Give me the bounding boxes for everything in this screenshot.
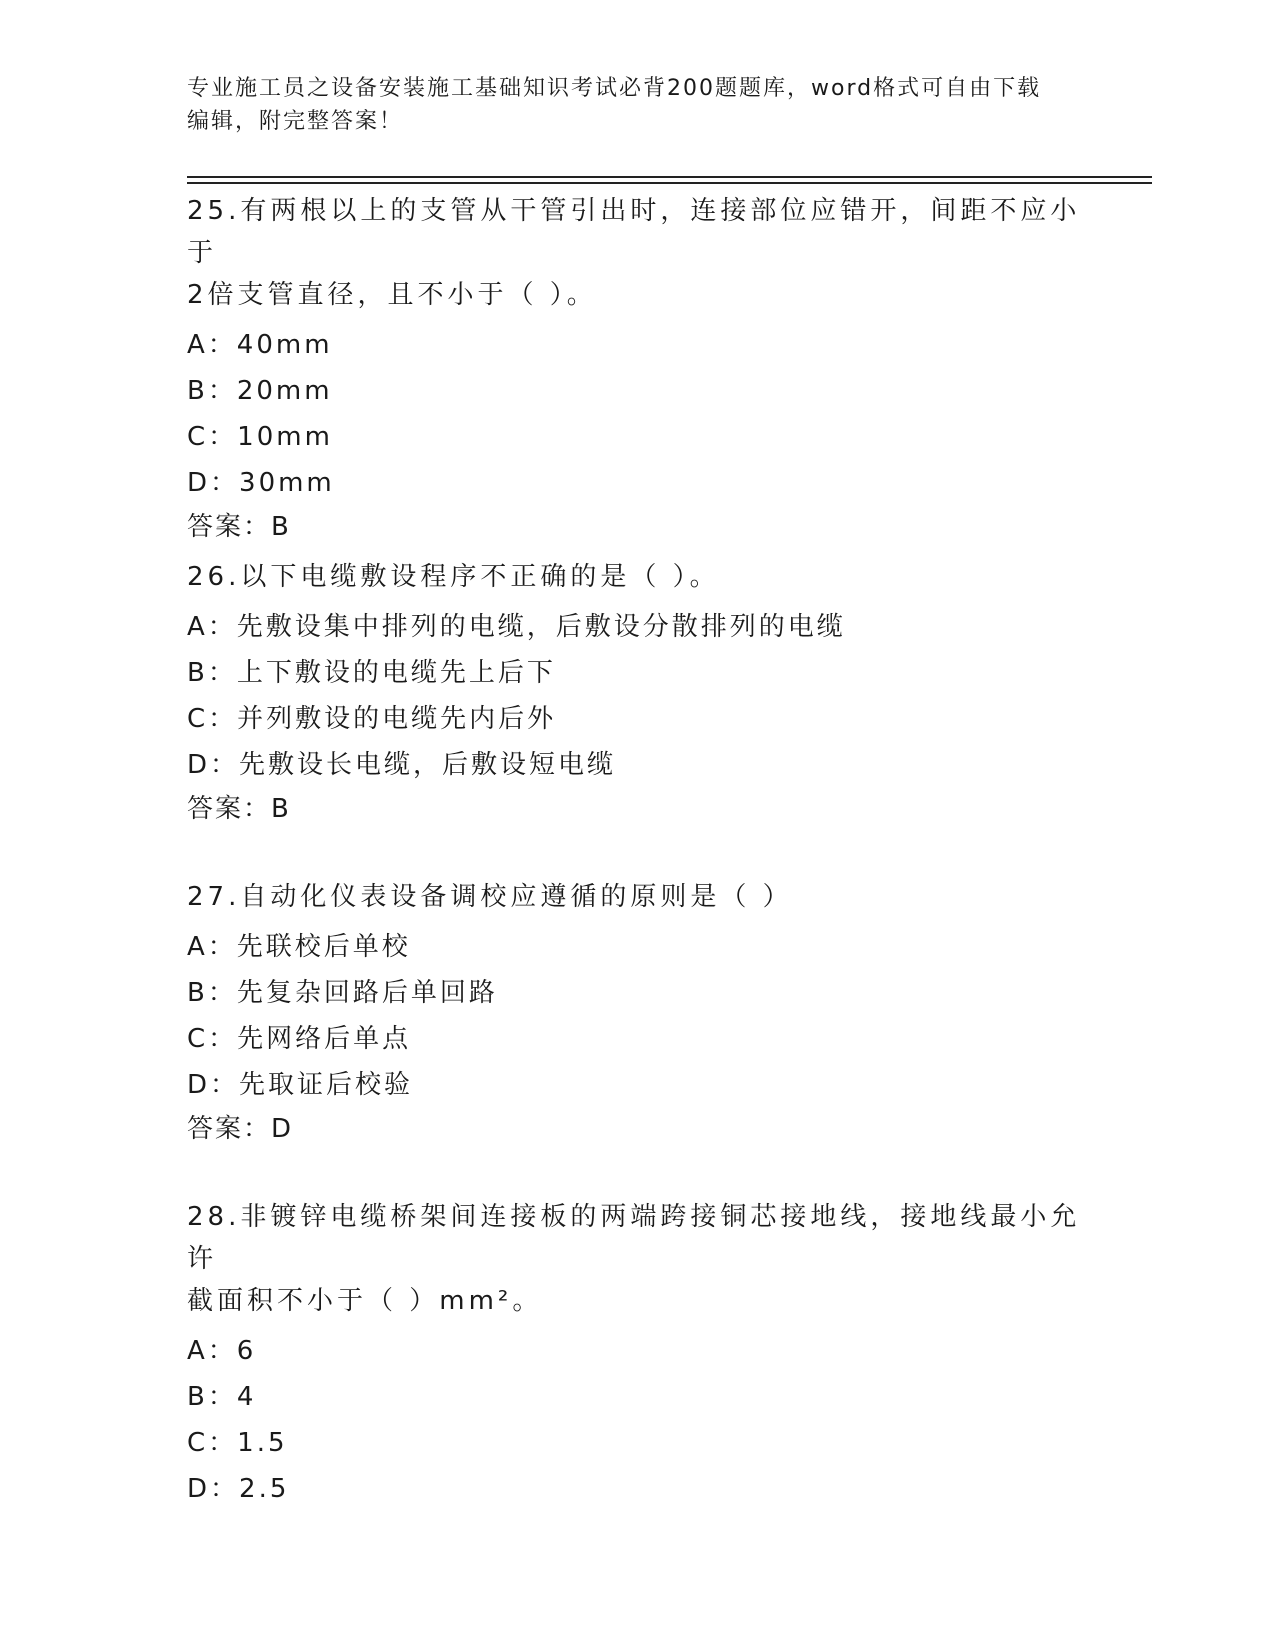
- option-d: D：先取证后校验: [187, 1070, 414, 1100]
- option-c: C：10mm: [187, 422, 333, 452]
- option-a: A：40mm: [187, 330, 333, 360]
- option-d: D：30mm: [187, 468, 335, 498]
- question-25: [187, 190, 1087, 542]
- option-c: C：1.5: [187, 1428, 288, 1458]
- option-b: B：先复杂回路后单回路: [187, 978, 498, 1008]
- option-a: A：先敷设集中排列的电缆，后敷设分散排列的电缆: [187, 612, 846, 642]
- option-c: C：并列敷设的电缆先内后外: [187, 704, 557, 734]
- option-a: A：6: [187, 1336, 257, 1366]
- question-26: [187, 556, 1087, 824]
- option-d: D：先敷设长电缆，后敷设短电缆: [187, 750, 617, 780]
- question-stem-line-1: 25.有两根以上的支管从干管引出时，连接部位应错开，间距不应小于: [187, 196, 1081, 268]
- answer: 答案：D: [187, 1114, 294, 1144]
- question-stem-line-1: 26.以下电缆敷设程序不正确的是（ ）。: [187, 562, 720, 592]
- question-stem-line-2: 截面积不小于（ ）mm²。: [187, 1286, 543, 1316]
- header-line-1: 专业施工员之设备安装施工基础知识考试必背200题题库，word格式可自由下载: [187, 76, 1042, 101]
- header-line-2: 编辑，附完整答案！: [187, 109, 404, 134]
- option-b: B：20mm: [187, 376, 333, 406]
- answer: 答案：B: [187, 512, 291, 542]
- option-a: A：先联校后单校: [187, 932, 411, 962]
- header-divider-bottom: [187, 182, 1152, 184]
- question-stem-line-1: 27.自动化仪表设备调校应遵循的原则是（ ）: [187, 882, 793, 912]
- option-b: B：4: [187, 1382, 257, 1412]
- question-stem-line-2: 2倍支管直径，且不小于（ ）。: [187, 280, 597, 310]
- option-c: C：先网络后单点: [187, 1024, 412, 1054]
- option-b: B：上下敷设的电缆先上后下: [187, 658, 556, 688]
- question-27: [187, 876, 1087, 1144]
- question-28: [187, 1196, 1087, 1504]
- header-divider-top: [187, 176, 1152, 178]
- question-stem-line-1: 28.非镀锌电缆桥架间连接板的两端跨接铜芯接地线，接地线最小允许: [187, 1202, 1081, 1274]
- option-d: D：2.5: [187, 1474, 290, 1504]
- document-header: [187, 72, 1087, 138]
- answer: 答案：B: [187, 794, 291, 824]
